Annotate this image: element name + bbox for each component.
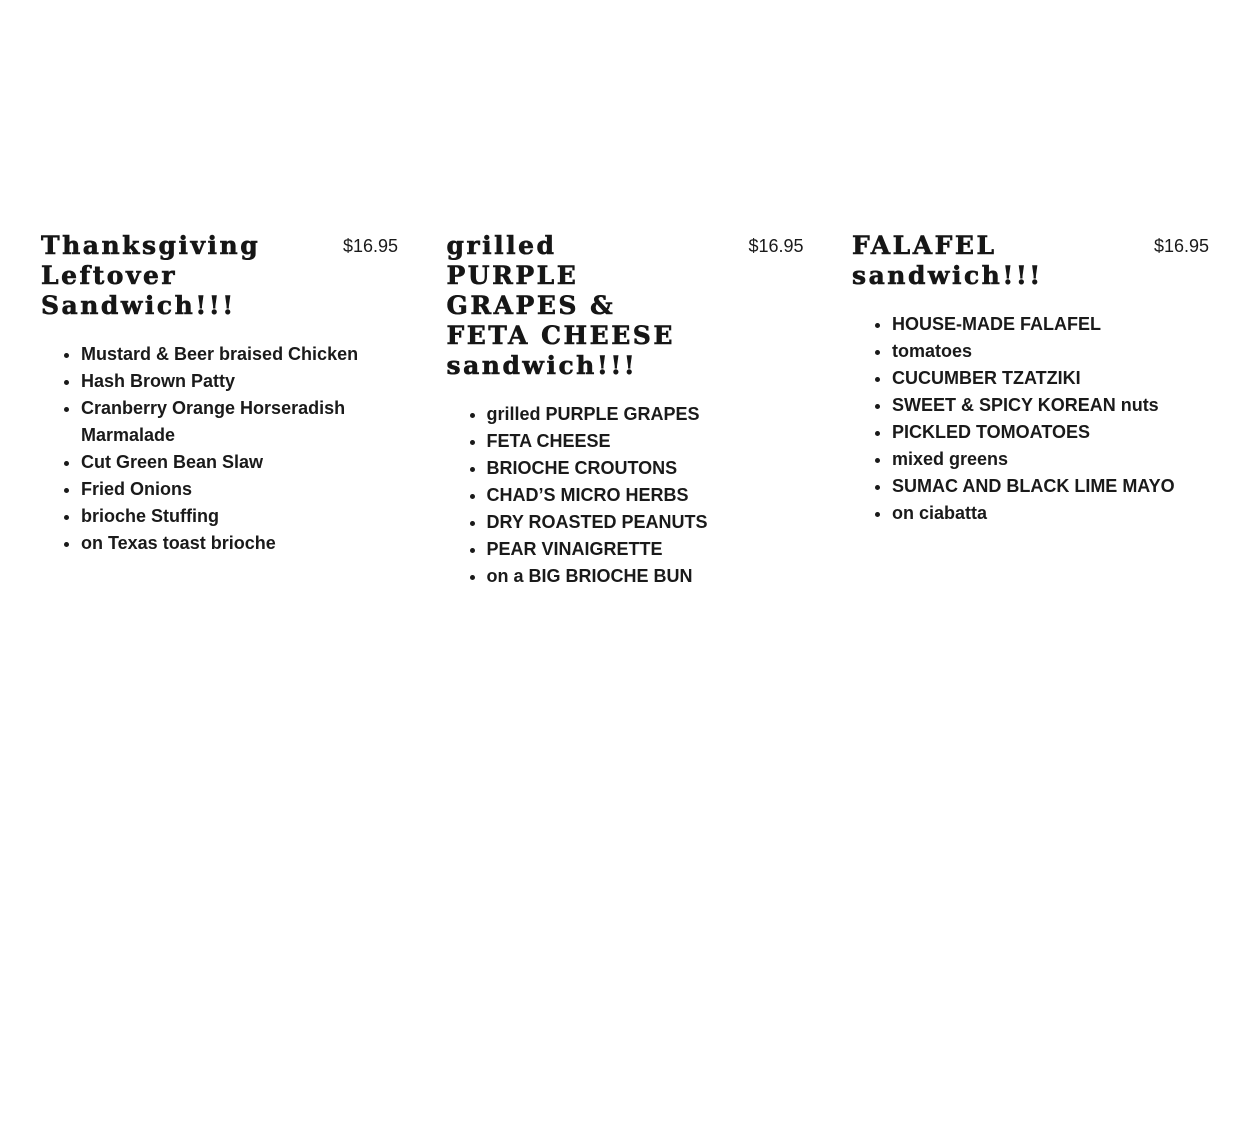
ingredient-item: • on ciabatta — [892, 500, 1209, 527]
menu-item-header — [41, 231, 398, 321]
menu-item-price: $16.95 — [748, 236, 804, 256]
ingredient-item: • Cut Green Bean Slaw — [81, 449, 371, 476]
menu-item-name: grilled PURPLE GRAPES & FETA CHEESE sandwich!!! — [446, 231, 675, 380]
ingredient-item: • mixed greens — [892, 446, 1209, 473]
ingredient-item: • HOUSE-MADE FALAFEL — [892, 311, 1209, 338]
ingredient-list — [852, 311, 1209, 527]
ingredient-list — [447, 401, 804, 590]
ingredient-item: • tomatoes — [892, 338, 1209, 365]
ingredient-item: • on Texas toast brioche — [81, 530, 371, 557]
ingredient-item: • PICKLED TOMOATOES — [892, 419, 1209, 446]
ingredient-item: • Cranberry Orange Horseradish Marmalade — [81, 395, 371, 449]
menu-section — [41, 231, 1209, 590]
menu-item-header — [852, 231, 1209, 291]
ingredient-item: • BRIOCHE CROUTONS — [487, 455, 804, 482]
menu-item-thanksgiving-sandwich — [41, 231, 398, 590]
ingredient-item: • Fried Onions — [81, 476, 371, 503]
ingredient-item: • SUMAC AND BLACK LIME MAYO — [892, 473, 1209, 500]
ingredient-item: • PEAR VINAIGRETTE — [487, 536, 804, 563]
ingredient-item: • brioche Stuffing — [81, 503, 371, 530]
ingredient-item: • CHAD’S MICRO HERBS — [487, 482, 804, 509]
ingredient-list — [41, 341, 398, 557]
ingredient-item: • on a BIG BRIOCHE BUN — [487, 563, 804, 590]
ingredient-item: • CUCUMBER TZATZIKI — [892, 365, 1209, 392]
ingredient-item: • FETA CHEESE — [487, 428, 804, 455]
menu-item-price: $16.95 — [342, 236, 398, 256]
menu-item-header — [447, 231, 804, 381]
ingredient-item: • DRY ROASTED PEANUTS — [487, 509, 804, 536]
ingredient-item: • Mustard & Beer braised Chicken — [81, 341, 371, 368]
ingredient-item: • SWEET & SPICY KOREAN nuts — [892, 392, 1209, 419]
ingredient-item: • grilled PURPLE GRAPES — [487, 401, 804, 428]
menu-item-name: FALAFEL sandwich!!! — [852, 231, 1043, 290]
menu-item-falafel-sandwich — [852, 231, 1209, 590]
ingredient-item: • Hash Brown Patty — [81, 368, 371, 395]
menu-item-name: Thanksgiving Leftover Sandwich!!! — [41, 231, 261, 320]
menu-item-grape-feta-sandwich — [447, 231, 804, 590]
menu-item-price: $16.95 — [1153, 236, 1209, 256]
